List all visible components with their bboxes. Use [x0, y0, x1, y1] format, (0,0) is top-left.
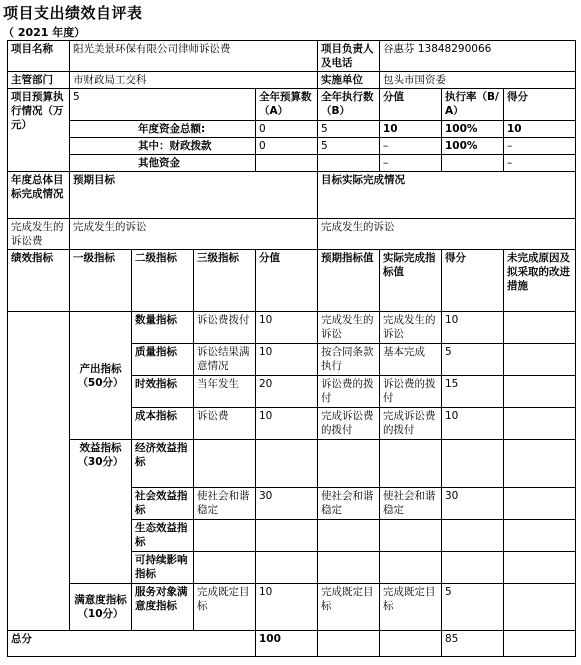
budget-row-label: 其中：财政拨款	[70, 138, 256, 155]
indicator-actual	[380, 520, 442, 552]
budget-header-rate: 执行率（B/A）	[442, 89, 504, 121]
indicator-reason	[504, 376, 576, 408]
actual-header: 实际完成指标值	[380, 250, 442, 312]
owner-value: 谷惠芬 13848290066	[380, 41, 576, 72]
indicator-score: 10	[256, 312, 318, 344]
goal-row-label: 完成发生的诉讼费	[8, 219, 70, 250]
budget-header-a: 全年预算数（A）	[256, 89, 318, 121]
budget-row-score: –	[380, 138, 442, 155]
indicator-score: 10	[256, 584, 318, 631]
budget-row-label: 其他资金	[70, 155, 256, 172]
indicator-reason	[504, 312, 576, 344]
indicator-actual: 完成发生的诉讼	[380, 312, 442, 344]
indicator-reason	[504, 552, 576, 584]
indicator-l3: 使社会和谐稳定	[194, 488, 256, 520]
indicator-score: 30	[256, 488, 318, 520]
expected-goal-label: 预期目标	[70, 172, 318, 219]
indicator-l2: 经济效益指标	[132, 440, 194, 488]
reason-header: 未完成原因及拟采取的改进措施	[504, 250, 576, 312]
indicator-actual: 使社会和谐稳定	[380, 488, 442, 520]
budget-header-row	[8, 89, 576, 121]
actual-goal: 完成发生的诉讼	[318, 219, 576, 250]
indicator-reason	[504, 344, 576, 376]
indicator-l2: 可持续影响指标	[132, 552, 194, 584]
indicator-got: 5	[442, 344, 504, 376]
score-header: 分值	[256, 250, 318, 312]
total-blank-expected	[318, 631, 380, 657]
project-name-row	[8, 41, 576, 72]
indicator-expected: 使社会和谐稳定	[318, 488, 380, 520]
perf-header-row	[8, 250, 576, 312]
total-blank-actual	[380, 631, 442, 657]
total-got: 85	[442, 631, 504, 657]
budget-header-score: 分值	[380, 89, 442, 121]
budget-row-total	[8, 121, 576, 138]
budget-row-rate: 100%	[442, 138, 504, 155]
budget-row-rate	[442, 155, 504, 172]
budget-row-label: 年度资金总额:	[70, 121, 256, 138]
form-title: 项目支出绩效自评表	[3, 4, 143, 22]
dept-value: 市财政局工交科	[70, 72, 318, 89]
indicator-expected	[318, 520, 380, 552]
indicator-row	[8, 584, 576, 631]
level2-header: 二级指标	[132, 250, 194, 312]
indicator-actual: 完成诉讼费的拨付	[380, 408, 442, 440]
total-row	[8, 631, 576, 657]
form-year: （ 2021 年度）	[3, 26, 86, 39]
goals-label: 年度总体目标完成情况	[8, 172, 70, 219]
owner-label: 项目负责人及电话	[318, 41, 380, 72]
indicator-expected: 诉讼费的拨付	[318, 376, 380, 408]
project-name-value: 阳光美景环保有限公司律师诉讼费	[70, 41, 318, 72]
indicator-l2: 成本指标	[132, 408, 194, 440]
indicator-l3: 诉讼结果满意情况	[194, 344, 256, 376]
indicator-expected: 完成诉讼费的拨付	[318, 408, 380, 440]
total-blank-reason	[504, 631, 576, 657]
budget-row-a: 0	[256, 138, 318, 155]
indicator-score: 20	[256, 376, 318, 408]
budget-header-b: 全年执行数（B）	[318, 89, 380, 121]
got-header: 得分	[442, 250, 504, 312]
indicator-l2: 服务对象满意度指标	[132, 584, 194, 631]
total-label: 总分	[8, 631, 256, 657]
impl-label: 实施单位	[318, 72, 380, 89]
indicator-reason	[504, 584, 576, 631]
indicator-l2: 社会效益指标	[132, 488, 194, 520]
goals-row	[8, 219, 576, 250]
indicator-reason	[504, 440, 576, 488]
budget-row-rate: 100%	[442, 121, 504, 138]
level3-header: 三级指标	[194, 250, 256, 312]
goals-header-row	[8, 172, 576, 219]
level1-header: 一级指标	[70, 250, 132, 312]
indicator-l2: 时效指标	[132, 376, 194, 408]
indicator-reason	[504, 520, 576, 552]
budget-row-got: –	[504, 155, 576, 172]
indicator-score: 10	[256, 344, 318, 376]
indicator-reason	[504, 488, 576, 520]
indicator-actual: 基本完成	[380, 344, 442, 376]
indicator-l3	[194, 552, 256, 584]
indicator-expected: 完成既定目标	[318, 584, 380, 631]
indicator-actual: 诉讼费的拨付	[380, 376, 442, 408]
indicator-got	[442, 440, 504, 488]
indicator-l2: 生态效益指标	[132, 520, 194, 552]
indicator-l2: 数量指标	[132, 312, 194, 344]
indicator-got: 30	[442, 488, 504, 520]
dept-row	[8, 72, 576, 89]
budget-header-got: 得分	[504, 89, 576, 121]
indicator-l3: 诉讼费拨付	[194, 312, 256, 344]
budget-row-score: –	[380, 155, 442, 172]
budget-row-score: 10	[380, 121, 442, 138]
indicator-l3: 当年发生	[194, 376, 256, 408]
indicator-score	[256, 440, 318, 488]
indicator-actual	[380, 552, 442, 584]
indicator-score	[256, 520, 318, 552]
project-name-label: 项目名称	[8, 41, 70, 72]
indicator-l3: 诉讼费	[194, 408, 256, 440]
indicator-got	[442, 520, 504, 552]
indicator-expected	[318, 440, 380, 488]
indicator-expected	[318, 552, 380, 584]
indicator-got: 5	[442, 584, 504, 631]
indicator-l2: 质量指标	[132, 344, 194, 376]
impl-value: 包头市国资委	[380, 72, 576, 89]
output-group: 产出指标（50分）	[70, 312, 132, 440]
indicator-actual	[380, 440, 442, 488]
total-score: 100	[256, 631, 318, 657]
budget-row-got: 10	[504, 121, 576, 138]
budget-row-b: 5	[318, 138, 380, 155]
indicator-actual: 完成既定目标	[380, 584, 442, 631]
indicator-got	[442, 552, 504, 584]
evaluation-table	[7, 40, 576, 657]
indicator-l3	[194, 440, 256, 488]
indicator-reason	[504, 408, 576, 440]
budget-row-a: 0	[256, 121, 318, 138]
satisfaction-group: 满意度指标（10分）	[70, 584, 132, 631]
indicator-row	[8, 440, 576, 488]
expected-header: 预期指标值	[318, 250, 380, 312]
indicator-score	[256, 552, 318, 584]
budget-label: 项目预算执行情况（万元）	[8, 89, 70, 172]
budget-row-other	[8, 155, 576, 172]
indicator-row	[8, 312, 576, 344]
indicator-l3: 完成既定目标	[194, 584, 256, 631]
budget-row-b	[318, 155, 380, 172]
benefit-group: 效益指标（30分）	[70, 440, 132, 584]
budget-row-b: 5	[318, 121, 380, 138]
dept-label: 主管部门	[8, 72, 70, 89]
actual-goal-label: 目标实际完成情况	[318, 172, 576, 219]
indicator-got: 15	[442, 376, 504, 408]
budget-row-a	[256, 155, 318, 172]
budget-row-got: –	[504, 138, 576, 155]
perf-blank-cell	[8, 312, 70, 631]
indicator-l3	[194, 520, 256, 552]
indicator-expected: 按合同条款执行	[318, 344, 380, 376]
indicator-score: 10	[256, 408, 318, 440]
expected-goal: 完成发生的诉讼	[70, 219, 318, 250]
indicator-got: 10	[442, 312, 504, 344]
budget-row-fiscal	[8, 138, 576, 155]
perf-header: 绩效指标	[8, 250, 70, 312]
indicator-expected: 完成发生的诉讼	[318, 312, 380, 344]
indicator-got: 10	[442, 408, 504, 440]
budget-initial: 5	[70, 89, 256, 121]
